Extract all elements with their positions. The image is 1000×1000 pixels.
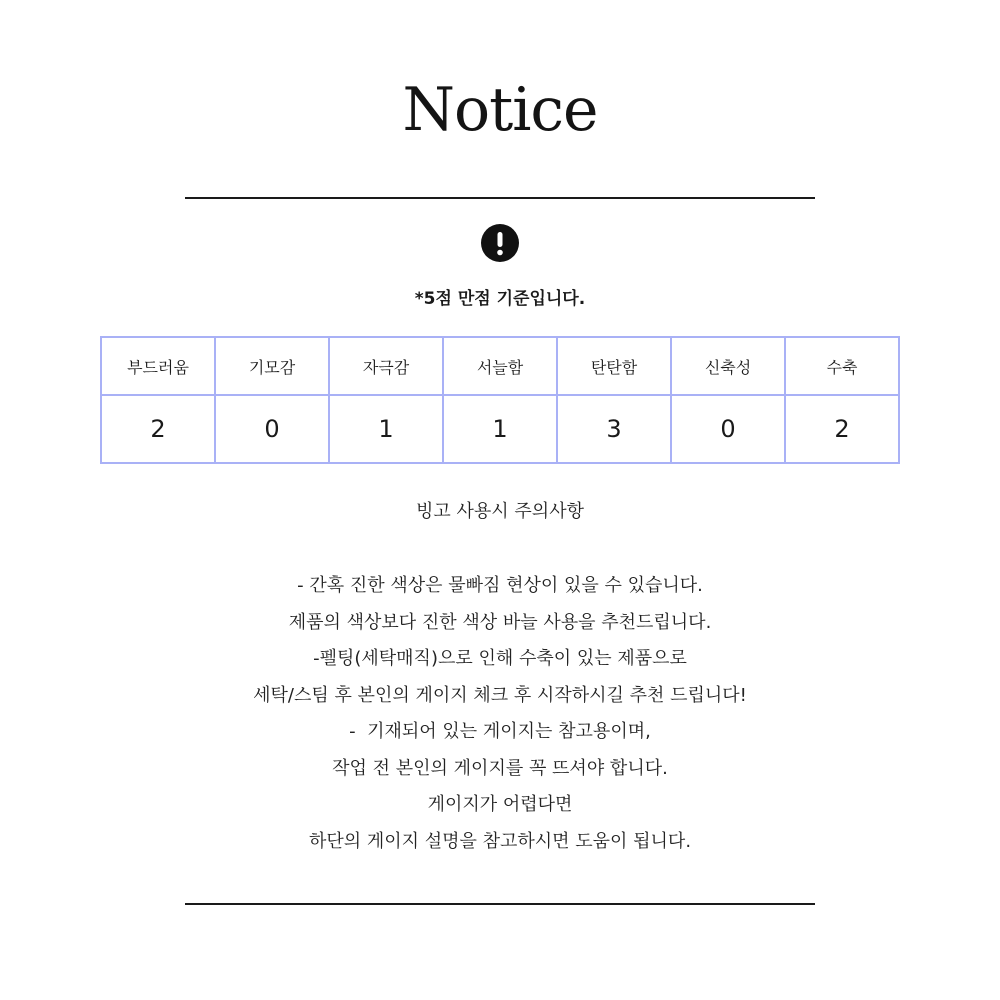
caution-line: 제품의 색상보다 진한 색상 바늘 사용을 추천드립니다. [288, 611, 712, 633]
fabric-property-table [100, 336, 900, 464]
value-cell: 1 [329, 395, 443, 463]
top-divider [185, 197, 815, 199]
value-cell: 1 [443, 395, 557, 463]
bottom-divider [185, 903, 815, 905]
exclamation-circle-icon [481, 224, 519, 262]
value-cell: 3 [557, 395, 671, 463]
header-cell: 자극감 [329, 337, 443, 395]
header-cell: 수축 [785, 337, 899, 395]
caution-line: 세탁/스팀 후 본인의 게이지 체크 후 시작하시길 추천 드립니다! [253, 684, 747, 706]
usage-caution-heading: 빙고 사용시 주의사항 [416, 501, 584, 522]
header-cell: 부드러움 [101, 337, 215, 395]
caution-text-block [0, 568, 1000, 860]
caution-line: -펠팅(세탁매직)으로 인해 수축이 있는 제품으로 [313, 648, 687, 669]
header-cell: 신축성 [671, 337, 785, 395]
value-cell: 2 [785, 395, 899, 463]
caution-line: 작업 전 본인의 게이지를 꼭 뜨셔야 합니다. [332, 757, 668, 779]
header-cell: 탄탄함 [557, 337, 671, 395]
caution-line: - 기재되어 있는 게이지는 참고용이며, [349, 721, 651, 742]
value-cell: 0 [671, 395, 785, 463]
caution-line: 하단의 게이지 설명을 참고하시면 도움이 됩니다. [308, 830, 692, 852]
caution-line: - 간혹 진한 색상은 물빠짐 현상이 있을 수 있습니다. [297, 575, 703, 596]
value-cell: 0 [215, 395, 329, 463]
table-value-row [101, 395, 899, 463]
table-header-row [101, 337, 899, 395]
header-cell: 서늘함 [443, 337, 557, 395]
caution-line: 게이지가 어렵다면 [427, 794, 573, 815]
page-title: Notice [402, 75, 598, 145]
header-cell: 기모감 [215, 337, 329, 395]
value-cell: 2 [101, 395, 215, 463]
scale-note: *5점 만점 기준입니다. [414, 289, 586, 309]
